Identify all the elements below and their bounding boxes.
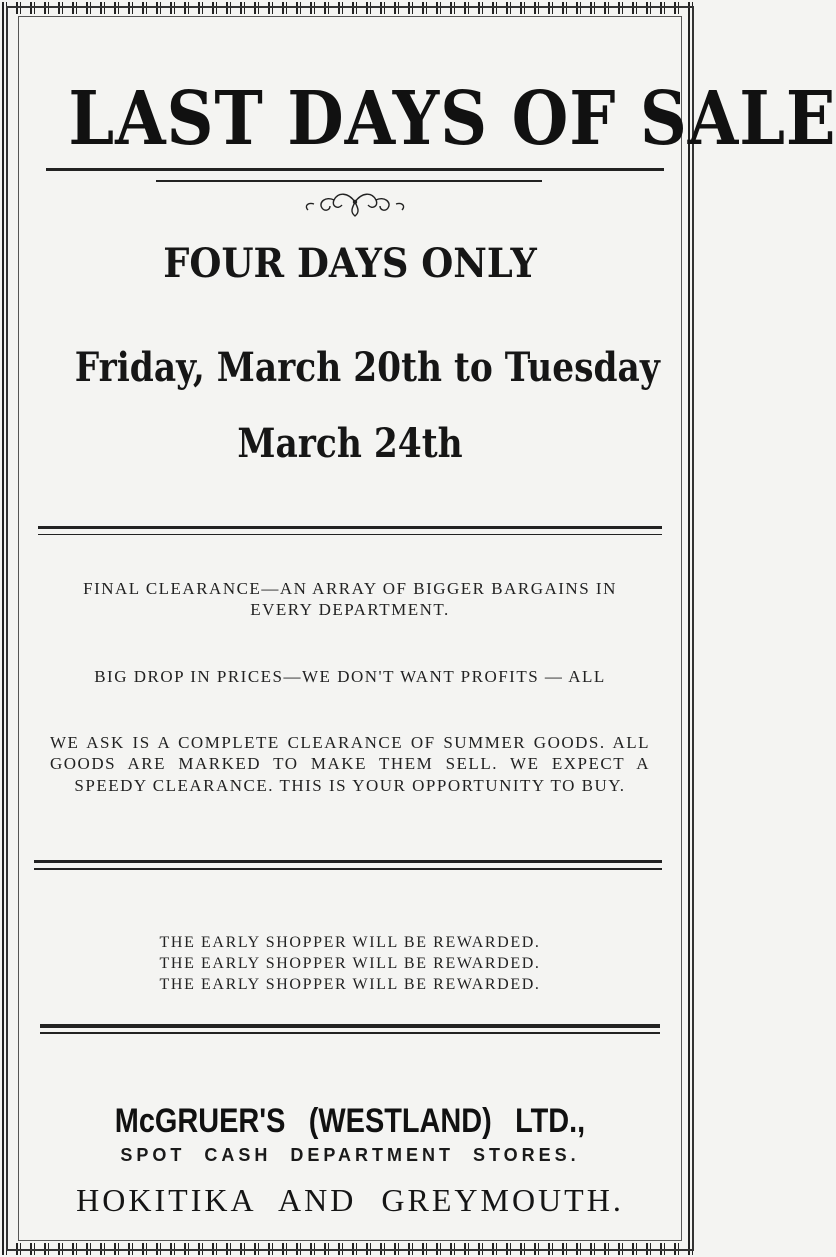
early-shopper-line: THE EARLY SHOPPER WILL BE REWARDED. (159, 955, 541, 973)
price-drop-text: BIG DROP IN PRICES—WE DON'T WANT PROFITS — ALL (94, 667, 606, 686)
store-locations: HOKITIKA AND GREYMOUTH. (76, 1182, 624, 1218)
early-shopper-line: THE EARLY SHOPPER WILL BE REWARDED. (159, 934, 541, 951)
store-tagline: SPOT CASH DEPARTMENT STORES. (120, 1145, 580, 1165)
store-name: McGRUER'S (WESTLAND) LTD., (114, 1102, 586, 1140)
clearance-request-text: WE ASK IS A COMPLETE CLEARANCE OF SUMMER GOODS. ALL GOODS ARE MARKED TO MAKE THEM SELL. WE EXPECT A SPEEDY CLEARANCE. THIS IS YOUR OPPORTUNITY TO BUY. (50, 733, 650, 795)
section-rule-2b (34, 868, 662, 870)
date-line-1: Friday, March 20th to Tuesday (74, 344, 660, 391)
early-shopper-block (30, 932, 670, 995)
section-rule-2a (34, 860, 662, 863)
headline-rule-bottom (156, 180, 542, 182)
advertisement (30, 20, 836, 1235)
early-shopper-line: THE EARLY SHOPPER WILL BE REWARDED. (159, 976, 541, 994)
section-rule-3b (40, 1032, 660, 1034)
section-rule-1b (38, 534, 662, 535)
headline-rule-top (46, 168, 664, 171)
four-days-heading: FOUR DAYS ONLY (163, 240, 537, 287)
date-line-2: March 24th (237, 420, 463, 467)
section-rule-3a (40, 1024, 660, 1028)
section-rule-1a (38, 526, 662, 529)
ornament-icon (300, 184, 410, 220)
clearance-text: FINAL CLEARANCE—AN ARRAY OF BIGGER BARGAINS IN EVERY DEPARTMENT. (83, 579, 617, 620)
headline: LAST DAYS OF SALE (68, 76, 836, 162)
